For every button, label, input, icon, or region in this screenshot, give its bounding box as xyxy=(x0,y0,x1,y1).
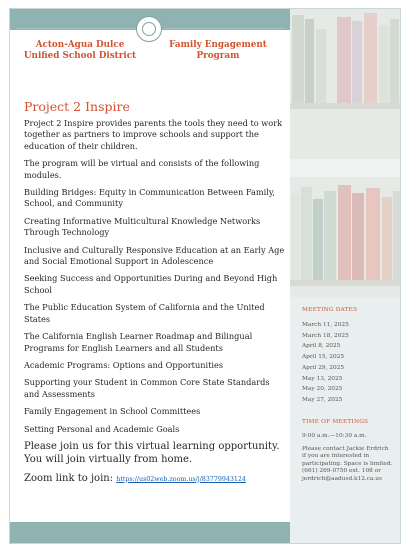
circle-ornament-icon xyxy=(136,16,162,42)
bookshelf-photo xyxy=(290,9,400,297)
module-item: Supporting your Student in Common Core State Standards and Assessments xyxy=(24,377,270,399)
district-line-2: Unified School District xyxy=(23,51,137,61)
meeting-dates-list xyxy=(302,320,349,406)
zoom-label: Zoom link to join: xyxy=(24,472,114,484)
module-item: Building Bridges: Equity in Communication Between Family, School, and Community xyxy=(24,187,276,209)
list-item: April 8, 2025 xyxy=(302,343,341,350)
list-item: April 15, 2025 xyxy=(302,354,345,361)
meeting-time: 9:00 a.m.—10:30 a.m. xyxy=(302,433,367,439)
module-item: Seeking Success and Opportunities During and Beyond High School xyxy=(24,273,278,295)
list-item: April 29, 2025 xyxy=(302,364,345,371)
bottom-band xyxy=(10,522,290,543)
zoom-line xyxy=(24,472,286,486)
module-item: The California English Learner Roadmap and Bilingual Programs for English Learners and all Students xyxy=(24,331,253,353)
page-title: Project 2 Inspire xyxy=(24,99,130,114)
list-item: March 11, 2025 xyxy=(302,322,349,328)
list-item: May 27, 2025 xyxy=(302,396,343,403)
main-content xyxy=(24,99,286,486)
module-item: Inclusive and Culturally Responsive Education at an Early Age and Social Emotional Support in Adolescence xyxy=(24,244,285,267)
list-item: May 13, 2025 xyxy=(302,375,343,382)
invite-paragraph: Please join us for this virtual learning opportunity. You will join virtually from home. xyxy=(24,440,280,465)
sidebar xyxy=(290,9,400,543)
contact-info: Please contact Jackie Erdrich if you are interested in participating. Space is limited. (661) 269-0750 ext. 108 or jerdrich@aadusd.k12.ca.us xyxy=(302,446,393,482)
module-item: Family Engagement in School Committees xyxy=(24,406,201,417)
module-item: Setting Personal and Academic Goals xyxy=(24,423,180,434)
list-item: March 18, 2025 xyxy=(302,332,349,339)
district-line-1: Acton-Agua Dulce xyxy=(35,40,125,50)
module-item: Creating Informative Multicultural Knowledge Networks Through Technology xyxy=(24,215,261,238)
module-item: Academic Programs: Options and Opportunities xyxy=(24,359,224,370)
virtual-note: The program will be virtual and consists of the following modules. xyxy=(24,158,260,180)
time-heading: TIME OF MEETINGS xyxy=(302,419,369,425)
header-rule-right xyxy=(164,28,284,29)
program-line-1: Family Engagement xyxy=(169,40,267,50)
zoom-link[interactable]: https://us02web.zoom.us/j/83779943124 xyxy=(116,475,246,483)
program-line-2: Program xyxy=(196,51,240,61)
district-name xyxy=(20,40,140,62)
meeting-dates-heading: MEETING DATES xyxy=(302,307,358,313)
module-item: The Public Education System of California and the United States xyxy=(24,302,265,324)
list-item: May 20, 2025 xyxy=(302,386,343,393)
header-rule-left xyxy=(16,28,136,29)
intro-paragraph: Project 2 Inspire provides parents the tools they need to work together as partners to improve schools and support the education of their children. xyxy=(24,118,283,151)
program-name xyxy=(158,40,278,62)
